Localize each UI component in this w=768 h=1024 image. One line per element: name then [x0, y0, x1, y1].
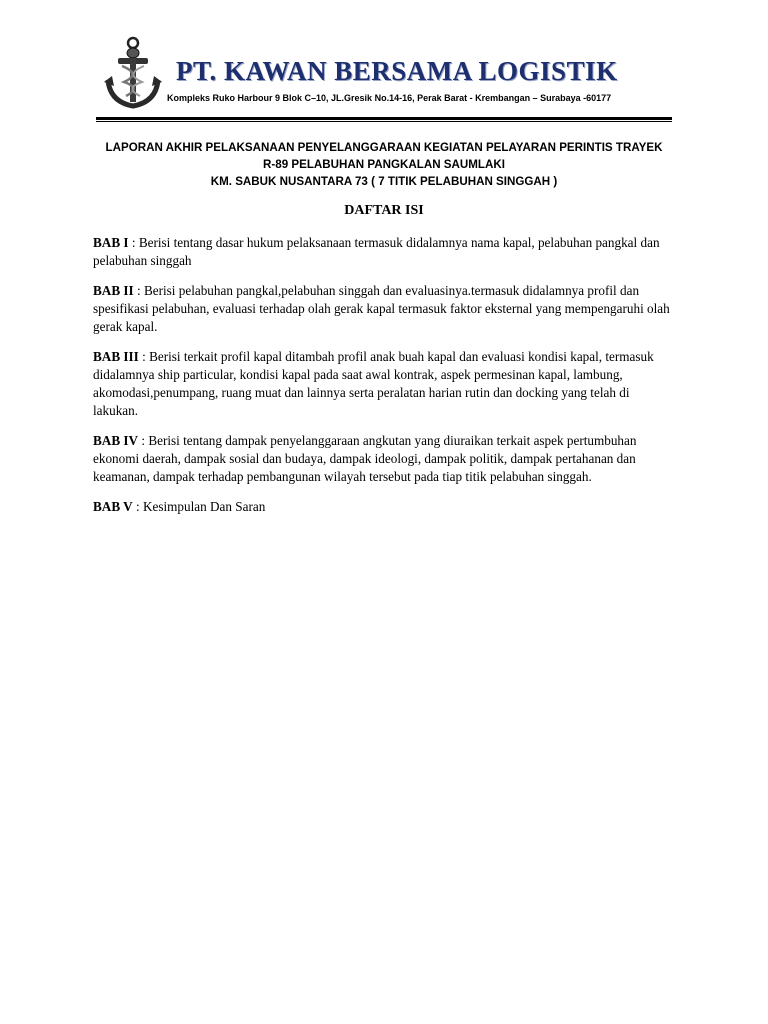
toc-entry-separator: :	[132, 499, 143, 514]
toc-entry-text: Berisi pelabuhan pangkal,pelabuhan singgah dan evaluasinya.termasuk didalamnya profil dan spesifikasi pelabuhan, evaluasi terhadap olah gerak kapal termasuk faktor eksternal yang mempengaruhi olah gerak kapal.	[93, 283, 670, 334]
toc-entry-bab-3	[93, 348, 677, 420]
toc-entry-bab-5	[93, 498, 677, 516]
toc-entry-separator: :	[138, 349, 150, 364]
toc-entry-bab-2	[93, 282, 677, 336]
toc-entry-text: Berisi terkait profil kapal ditambah profil anak buah kapal dan evaluasi kondisi kapal, termasuk didalamnya ship particular, kondisi kapal pada saat awal kontrak, aspek permesinan kapal, lambung, akomodasi,penumpang, ruang muat dan lainnya serta peralatan harian rutin dan docking yang telah di lakukan.	[93, 349, 654, 418]
toc-entry-separator: :	[128, 235, 139, 250]
report-title-line-1: LAPORAN AKHIR PELAKSANAAN PENYELANGGARAAN KEGIATAN PELAYARAN PERINTIS TRAYEK	[105, 141, 663, 154]
letterhead-divider-thin	[96, 121, 672, 122]
toc-entry-separator: :	[133, 283, 144, 298]
toc-entry-label: BAB III	[93, 349, 139, 364]
report-title-line-2: R-89 PELABUHAN PANGKALAN SAUMLAKI	[263, 158, 505, 171]
toc-entry-label: BAB I	[93, 235, 129, 250]
toc-entry-separator: :	[138, 433, 149, 448]
toc-entry-text: Berisi tentang dasar hukum pelaksanaan termasuk didalamnya nama kapal, pelabuhan pangkal dan pelabuhan singgah	[93, 235, 660, 268]
toc-entry-label: BAB V	[93, 499, 133, 514]
toc-entry-label: BAB IV	[93, 433, 139, 448]
report-title-line-3: KM. SABUK NUSANTARA 73 ( 7 TITIK PELABUHAN SINGGAH )	[210, 175, 558, 188]
toc-entry-text: Berisi tentang dampak penyelanggaraan angkutan yang diuraikan terkait aspek pertumbuhan ekonomi daerah, dampak sosial dan budaya, dampak ideologi, dampak politik, dampak pertahanan dan keamanan, dampak terhadap pembangunan wilayah tersebut pada tiap titik pelabuhan singgah.	[93, 433, 637, 484]
report-title	[96, 139, 672, 190]
toc-entry-bab-4	[93, 432, 677, 486]
letterhead-divider-thick	[96, 117, 672, 120]
letterhead	[96, 34, 675, 116]
toc-entry-bab-1	[93, 234, 677, 270]
company-address: Kompleks Ruko Harbour 9 Blok C–10, JL.Gresik No.14-16, Perak Barat - Krembangan – Surabaya -60177	[167, 93, 612, 103]
toc-heading: DAFTAR ISI	[344, 203, 424, 218]
table-of-contents	[93, 234, 677, 528]
anchor-icon	[102, 36, 164, 110]
toc-entry-text: Kesimpulan Dan Saran	[142, 499, 266, 514]
company-name: PT. KAWAN BERSAMA LOGISTIK	[176, 56, 618, 86]
toc-entry-label: BAB II	[93, 283, 134, 298]
